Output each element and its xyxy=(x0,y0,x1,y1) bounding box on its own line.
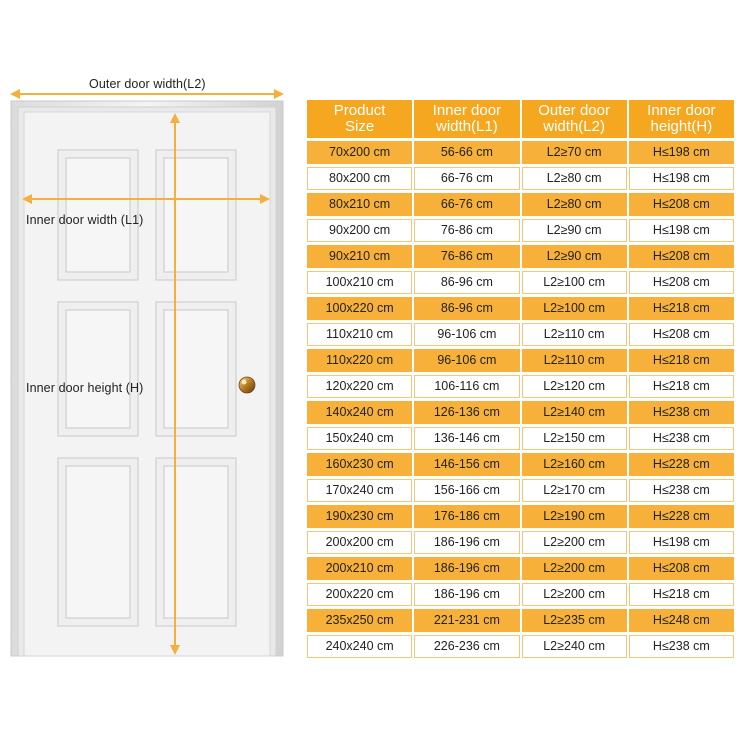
door-drawing xyxy=(0,0,300,736)
cell-inner-door-width: 106-116 cm xyxy=(414,375,519,398)
cell-outer-door-width: L2≥200 cm xyxy=(522,583,627,606)
cell-inner-door-width: 146-156 cm xyxy=(414,453,519,476)
table-row xyxy=(307,193,734,216)
cell-outer-door-width: L2≥80 cm xyxy=(522,193,627,216)
cell-product-size: 110x220 cm xyxy=(307,349,412,372)
table-row xyxy=(307,609,734,632)
cell-outer-door-width: L2≥140 cm xyxy=(522,401,627,424)
cell-inner-door-width: 186-196 cm xyxy=(414,583,519,606)
table-row xyxy=(307,245,734,268)
cell-product-size: 150x240 cm xyxy=(307,427,412,450)
cell-inner-door-width: 56-66 cm xyxy=(414,141,519,164)
table-row xyxy=(307,427,734,450)
cell-inner-door-width: 186-196 cm xyxy=(414,557,519,580)
cell-inner-door-height: H≤198 cm xyxy=(629,167,734,190)
cell-inner-door-width: 126-136 cm xyxy=(414,401,519,424)
header-product-size: Product Size xyxy=(307,100,412,138)
cell-inner-door-width: 86-96 cm xyxy=(414,271,519,294)
cell-inner-door-height: H≤238 cm xyxy=(629,401,734,424)
table-row xyxy=(307,323,734,346)
table-row xyxy=(307,375,734,398)
cell-inner-door-height: H≤248 cm xyxy=(629,609,734,632)
table-row xyxy=(307,219,734,242)
cell-inner-door-height: H≤208 cm xyxy=(629,245,734,268)
door-illustration xyxy=(0,0,300,736)
cell-product-size: 90x200 cm xyxy=(307,219,412,242)
table-row xyxy=(307,505,734,528)
cell-inner-door-height: H≤198 cm xyxy=(629,531,734,554)
cell-inner-door-height: H≤238 cm xyxy=(629,427,734,450)
cell-product-size: 70x200 cm xyxy=(307,141,412,164)
cell-inner-door-height: H≤228 cm xyxy=(629,505,734,528)
cell-outer-door-width: L2≥240 cm xyxy=(522,635,627,658)
header-inner-door-height: Inner door height(H) xyxy=(629,100,734,138)
table-header-row xyxy=(307,100,734,138)
cell-product-size: 160x230 cm xyxy=(307,453,412,476)
cell-product-size: 100x220 cm xyxy=(307,297,412,320)
cell-product-size: 190x230 cm xyxy=(307,505,412,528)
cell-product-size: 80x210 cm xyxy=(307,193,412,216)
cell-product-size: 100x210 cm xyxy=(307,271,412,294)
cell-inner-door-width: 221-231 cm xyxy=(414,609,519,632)
header-inner-door-width: Inner door width(L1) xyxy=(414,100,519,138)
cell-outer-door-width: L2≥235 cm xyxy=(522,609,627,632)
cell-outer-door-width: L2≥100 cm xyxy=(522,271,627,294)
cell-product-size: 110x210 cm xyxy=(307,323,412,346)
cell-outer-door-width: L2≥200 cm xyxy=(522,557,627,580)
cell-outer-door-width: L2≥80 cm xyxy=(522,167,627,190)
cell-product-size: 240x240 cm xyxy=(307,635,412,658)
outer-door-width-label: Outer door width(L2) xyxy=(86,77,209,91)
cell-inner-door-width: 96-106 cm xyxy=(414,349,519,372)
cell-outer-door-width: L2≥90 cm xyxy=(522,245,627,268)
cell-inner-door-height: H≤208 cm xyxy=(629,557,734,580)
cell-outer-door-width: L2≥160 cm xyxy=(522,453,627,476)
cell-inner-door-height: H≤238 cm xyxy=(629,635,734,658)
cell-outer-door-width: L2≥90 cm xyxy=(522,219,627,242)
table-row xyxy=(307,479,734,502)
cell-inner-door-height: H≤198 cm xyxy=(629,141,734,164)
cell-outer-door-width: L2≥170 cm xyxy=(522,479,627,502)
header-outer-door-width: Outer door width(L2) xyxy=(522,100,627,138)
cell-product-size: 90x210 cm xyxy=(307,245,412,268)
cell-inner-door-height: H≤218 cm xyxy=(629,349,734,372)
cell-inner-door-height: H≤218 cm xyxy=(629,375,734,398)
cell-inner-door-height: H≤208 cm xyxy=(629,271,734,294)
door-knob xyxy=(239,377,255,393)
cell-inner-door-height: H≤208 cm xyxy=(629,193,734,216)
cell-inner-door-width: 86-96 cm xyxy=(414,297,519,320)
cell-inner-door-height: H≤218 cm xyxy=(629,583,734,606)
cell-outer-door-width: L2≥120 cm xyxy=(522,375,627,398)
cell-inner-door-width: 176-186 cm xyxy=(414,505,519,528)
table-row xyxy=(307,453,734,476)
cell-outer-door-width: L2≥110 cm xyxy=(522,323,627,346)
cell-inner-door-width: 186-196 cm xyxy=(414,531,519,554)
cell-product-size: 170x240 cm xyxy=(307,479,412,502)
cell-inner-door-width: 76-86 cm xyxy=(414,219,519,242)
cell-product-size: 200x220 cm xyxy=(307,583,412,606)
table-row xyxy=(307,583,734,606)
cell-inner-door-height: H≤198 cm xyxy=(629,219,734,242)
inner-door-width-label: Inner door width (L1) xyxy=(26,213,144,227)
cell-outer-door-width: L2≥70 cm xyxy=(522,141,627,164)
cell-inner-door-height: H≤218 cm xyxy=(629,297,734,320)
table-body xyxy=(307,141,734,658)
cell-inner-door-height: H≤238 cm xyxy=(629,479,734,502)
cell-product-size: 235x250 cm xyxy=(307,609,412,632)
cell-product-size: 200x200 cm xyxy=(307,531,412,554)
table-row xyxy=(307,141,734,164)
cell-inner-door-height: H≤208 cm xyxy=(629,323,734,346)
table-row xyxy=(307,349,734,372)
cell-outer-door-width: L2≥150 cm xyxy=(522,427,627,450)
cell-product-size: 120x220 cm xyxy=(307,375,412,398)
cell-outer-door-width: L2≥190 cm xyxy=(522,505,627,528)
table-row xyxy=(307,271,734,294)
table-row xyxy=(307,167,734,190)
table-row xyxy=(307,557,734,580)
table-row xyxy=(307,401,734,424)
cell-outer-door-width: L2≥200 cm xyxy=(522,531,627,554)
cell-inner-door-width: 76-86 cm xyxy=(414,245,519,268)
cell-product-size: 140x240 cm xyxy=(307,401,412,424)
cell-product-size: 80x200 cm xyxy=(307,167,412,190)
cell-inner-door-width: 156-166 cm xyxy=(414,479,519,502)
cell-inner-door-width: 136-146 cm xyxy=(414,427,519,450)
cell-product-size: 200x210 cm xyxy=(307,557,412,580)
table-row xyxy=(307,297,734,320)
cell-outer-door-width: L2≥100 cm xyxy=(522,297,627,320)
cell-inner-door-width: 66-76 cm xyxy=(414,167,519,190)
cell-inner-door-width: 96-106 cm xyxy=(414,323,519,346)
cell-outer-door-width: L2≥110 cm xyxy=(522,349,627,372)
cell-inner-door-width: 66-76 cm xyxy=(414,193,519,216)
cell-inner-door-height: H≤228 cm xyxy=(629,453,734,476)
size-table xyxy=(305,97,736,661)
table-row xyxy=(307,531,734,554)
inner-door-height-label: Inner door height (H) xyxy=(26,381,144,395)
cell-inner-door-width: 226-236 cm xyxy=(414,635,519,658)
table-row xyxy=(307,635,734,658)
